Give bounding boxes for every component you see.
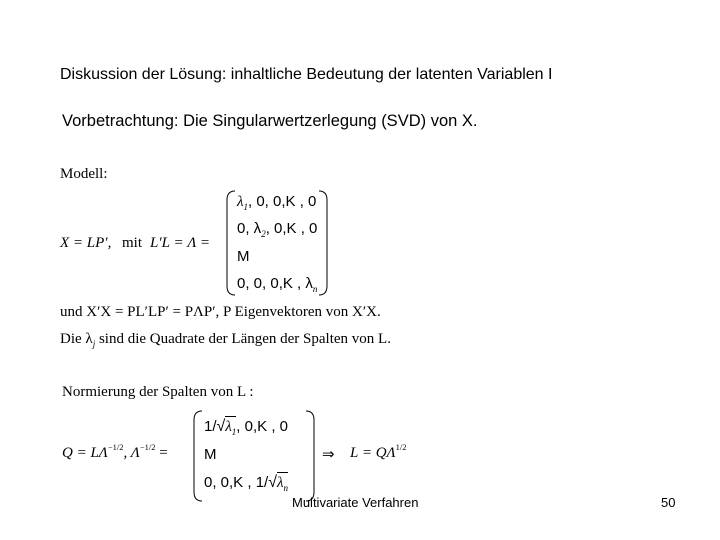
exponent: −1/2 bbox=[107, 442, 124, 452]
sqrt-operand bbox=[225, 416, 236, 435]
row-tail: , 0,K , 0 bbox=[236, 418, 288, 435]
matrix-row-3: M bbox=[237, 248, 250, 265]
comma: , bbox=[123, 445, 128, 461]
row-head: 0, 0, 0,K , λ bbox=[237, 275, 313, 292]
die-line bbox=[60, 331, 391, 348]
subscript: 1 bbox=[243, 202, 248, 212]
slide-title: Diskussion der Lösung: inhaltliche Bedeutung der latenten Variablen I bbox=[60, 66, 553, 83]
row-head: 1/ bbox=[204, 418, 217, 435]
row-tail: , 0, 0,K , 0 bbox=[248, 193, 317, 210]
matrix-row-1 bbox=[237, 193, 316, 211]
footer-text: Multivariate Verfahren bbox=[292, 495, 419, 510]
row-head: 0, λ bbox=[237, 220, 262, 237]
q-definition: $Q = L\Lambda^{-1/2}$, $\Lambda^{-1/2}$ = bbox=[62, 442, 168, 461]
page-number: 50 bbox=[661, 495, 676, 510]
lambda-symbol: λ bbox=[277, 475, 284, 491]
l-expression: L = QΛ bbox=[350, 445, 396, 461]
mit-word: mit bbox=[122, 235, 143, 251]
lambda-symbol: λ bbox=[237, 194, 244, 210]
subscript: n bbox=[283, 483, 288, 493]
lambda-symbol: λ bbox=[225, 419, 232, 435]
row-tail: , 0,K , 0 bbox=[265, 220, 318, 237]
sqrt-icon: √ bbox=[268, 474, 277, 491]
die-line-end: sind die Quadrate der Längen der Spalten von L. bbox=[95, 331, 391, 347]
norm-row-1 bbox=[204, 418, 288, 436]
matrix-right-bracket bbox=[305, 410, 315, 502]
exponent: 1/2 bbox=[395, 442, 407, 452]
x-definition: X = LP′, bbox=[60, 235, 112, 251]
exponent: −1/2 bbox=[139, 442, 156, 452]
matrix-right-bracket bbox=[318, 190, 328, 296]
norm-row-3 bbox=[204, 474, 288, 492]
sqrt-operand bbox=[277, 472, 288, 491]
normierung-label: Normierung der Spalten von L : bbox=[62, 384, 254, 400]
lambda-definition: L′L = Λ = bbox=[150, 235, 210, 251]
matrix-left-bracket bbox=[226, 190, 236, 296]
implies-icon: ⇒ bbox=[322, 447, 335, 463]
row-head: 0, 0,K , 1/ bbox=[204, 474, 269, 491]
modell-label: Modell: bbox=[60, 166, 108, 182]
slide-subtitle: Vorbetrachtung: Die Singularwertzerlegung (SVD) von X. bbox=[62, 112, 478, 130]
subscript: n bbox=[312, 284, 318, 294]
norm-row-2: M bbox=[204, 446, 217, 463]
die-line-start: Die λ bbox=[60, 331, 93, 347]
lambda-symbol: Λ bbox=[130, 445, 140, 461]
subscript: j bbox=[92, 339, 96, 349]
subscript: 2 bbox=[261, 229, 266, 239]
sqrt-icon: √ bbox=[216, 418, 226, 435]
matrix-row-2 bbox=[237, 220, 317, 237]
subscript: 1 bbox=[231, 427, 237, 437]
matrix-left-bracket bbox=[193, 410, 203, 502]
l-definition bbox=[350, 442, 407, 462]
q-expression: Q = LΛ bbox=[62, 445, 108, 461]
matrix-row-4 bbox=[237, 275, 317, 292]
und-line: und X′X = PL′LP′ = PΛP′, P Eigenvektoren von X′X. bbox=[60, 304, 381, 320]
